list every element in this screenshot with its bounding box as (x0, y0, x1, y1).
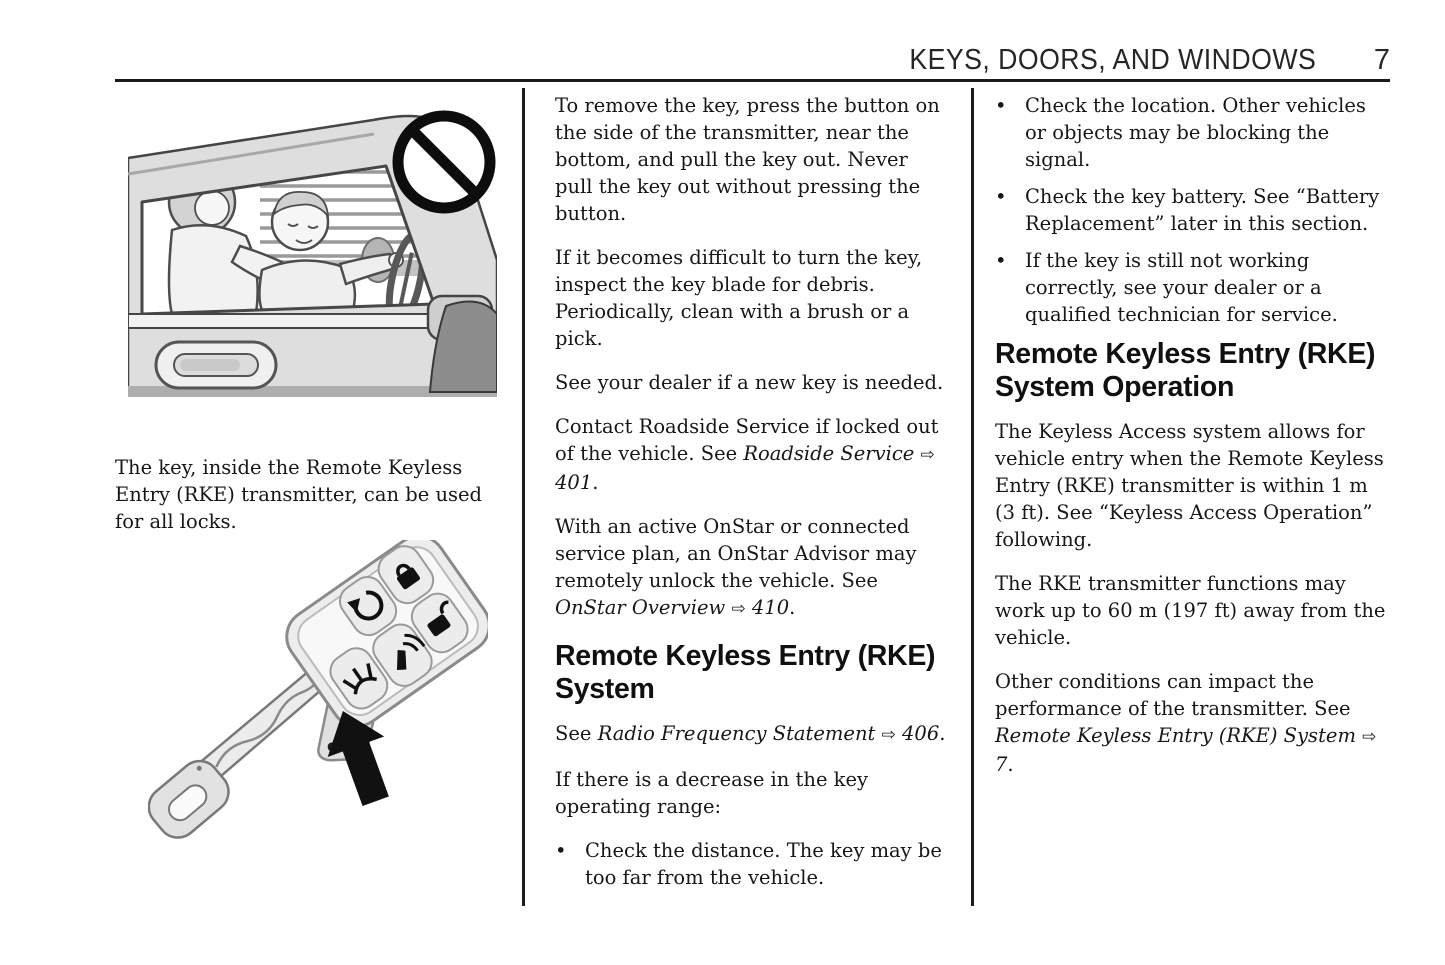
text-run: The Keyless Access system allows for vehicle entry when the Remote Keyless Entry (RKE) transmitter is within 1 m (3 ft). See “Keyless Access Operation” following. (995, 420, 1384, 551)
bullet-item (995, 92, 1392, 173)
paragraph (995, 418, 1392, 553)
bullet-dot: • (995, 94, 1007, 117)
text-run: The RKE transmitter functions may work up to 60 m (197 ft) away from the vehicle. (995, 572, 1386, 649)
paragraph (555, 720, 948, 749)
bullet-item (995, 183, 1392, 237)
column-divider-left (522, 88, 525, 906)
text-run: If there is a decrease in the key operating range: (555, 768, 869, 818)
text-run: If the key is still not working correctly, see your dealer or a qualified technician for service. (1025, 249, 1338, 326)
paragraph (555, 92, 948, 227)
header-rule (115, 79, 1390, 82)
cross-reference-arrow-icon: ⇨ (881, 725, 896, 745)
paragraph (995, 668, 1392, 778)
cross-reference-text: 410 (745, 596, 790, 619)
section-heading: Remote Keyless Entry (RKE) System (555, 640, 936, 705)
text-run: Check the distance. The key may be too far from the vehicle. (585, 839, 942, 889)
cross-reference-text: OnStar Overview (555, 596, 726, 619)
figure-caption: The key, inside the Remote Keyless Entry (RKE) transmitter, can be used for all locks. (115, 455, 483, 533)
paragraph (555, 766, 948, 820)
text-run: . (1007, 753, 1014, 776)
section-heading: Remote Keyless Entry (RKE) System Operation (995, 338, 1376, 403)
text-run: If it becomes difficult to turn the key, inspect the key blade for debris. Periodically, clean with a brush or a pick. (555, 246, 923, 350)
column-divider-right (971, 88, 974, 906)
text-run: Check the key battery. See “Battery Replacement” later in this section. (1025, 185, 1380, 235)
cross-reference-arrow-icon: ⇨ (731, 599, 746, 619)
bullet-dot: • (555, 839, 567, 862)
children-at-driver-window-prohibited-illustration (128, 110, 497, 397)
cross-reference-text: 7 (995, 753, 1008, 776)
text-run: Contact Roadside Service if locked out of the vehicle. See (555, 415, 939, 465)
bullet-item (995, 247, 1392, 328)
cross-reference-text: Remote Keyless Entry (RKE) System (995, 724, 1356, 747)
prohibition-icon (398, 116, 490, 208)
chapter-title: KEYS, DOORS, AND WINDOWS (909, 44, 1316, 76)
text-run: . (789, 596, 796, 619)
cross-reference-text: Roadside Service (743, 442, 915, 465)
paragraph (555, 244, 948, 352)
key-illustration (148, 540, 488, 860)
text-run: See your dealer if a new key is needed. (555, 371, 944, 394)
text-run: See (555, 722, 598, 745)
cross-reference-text: 401 (555, 471, 593, 494)
right-column (995, 92, 1392, 795)
text-run: . (592, 471, 599, 494)
cross-reference-arrow-icon: ⇨ (1362, 727, 1377, 747)
text-run: . (939, 722, 946, 745)
cross-reference-text: 406 (895, 722, 940, 745)
door-handle (156, 342, 276, 388)
page-number: 7 (1373, 44, 1390, 76)
bullet-text (1025, 247, 1392, 328)
running-header (874, 44, 1390, 77)
bullet-text (1025, 183, 1392, 237)
bullet-text (1025, 92, 1392, 173)
warning-illustration (128, 110, 497, 397)
paragraph (555, 513, 948, 623)
cross-reference-text: Radio Frequency Statement (597, 722, 876, 745)
bullet-text (585, 837, 948, 891)
bullet-item (555, 837, 948, 891)
paragraph (555, 369, 948, 396)
cross-reference-arrow-icon: ⇨ (920, 445, 935, 465)
text-run: Other conditions can impact the performance of the transmitter. See (995, 670, 1351, 720)
text-run: To remove the key, press the button on the side of the transmitter, near the bottom, and pull the key out. Never pull the key out without pressing the button. (555, 94, 940, 225)
bullet-dot: • (995, 249, 1007, 272)
paragraph (995, 570, 1392, 651)
bullet-dot: • (995, 185, 1007, 208)
text-run: With an active OnStar or connected service plan, an OnStar Advisor may remotely unlock the vehicle. See (555, 515, 917, 592)
text-run: Check the location. Other vehicles or objects may be blocking the signal. (1025, 94, 1366, 171)
middle-column (555, 92, 948, 901)
paragraph (555, 413, 948, 496)
rke-transmitter-with-key-blade-illustration (148, 540, 488, 860)
